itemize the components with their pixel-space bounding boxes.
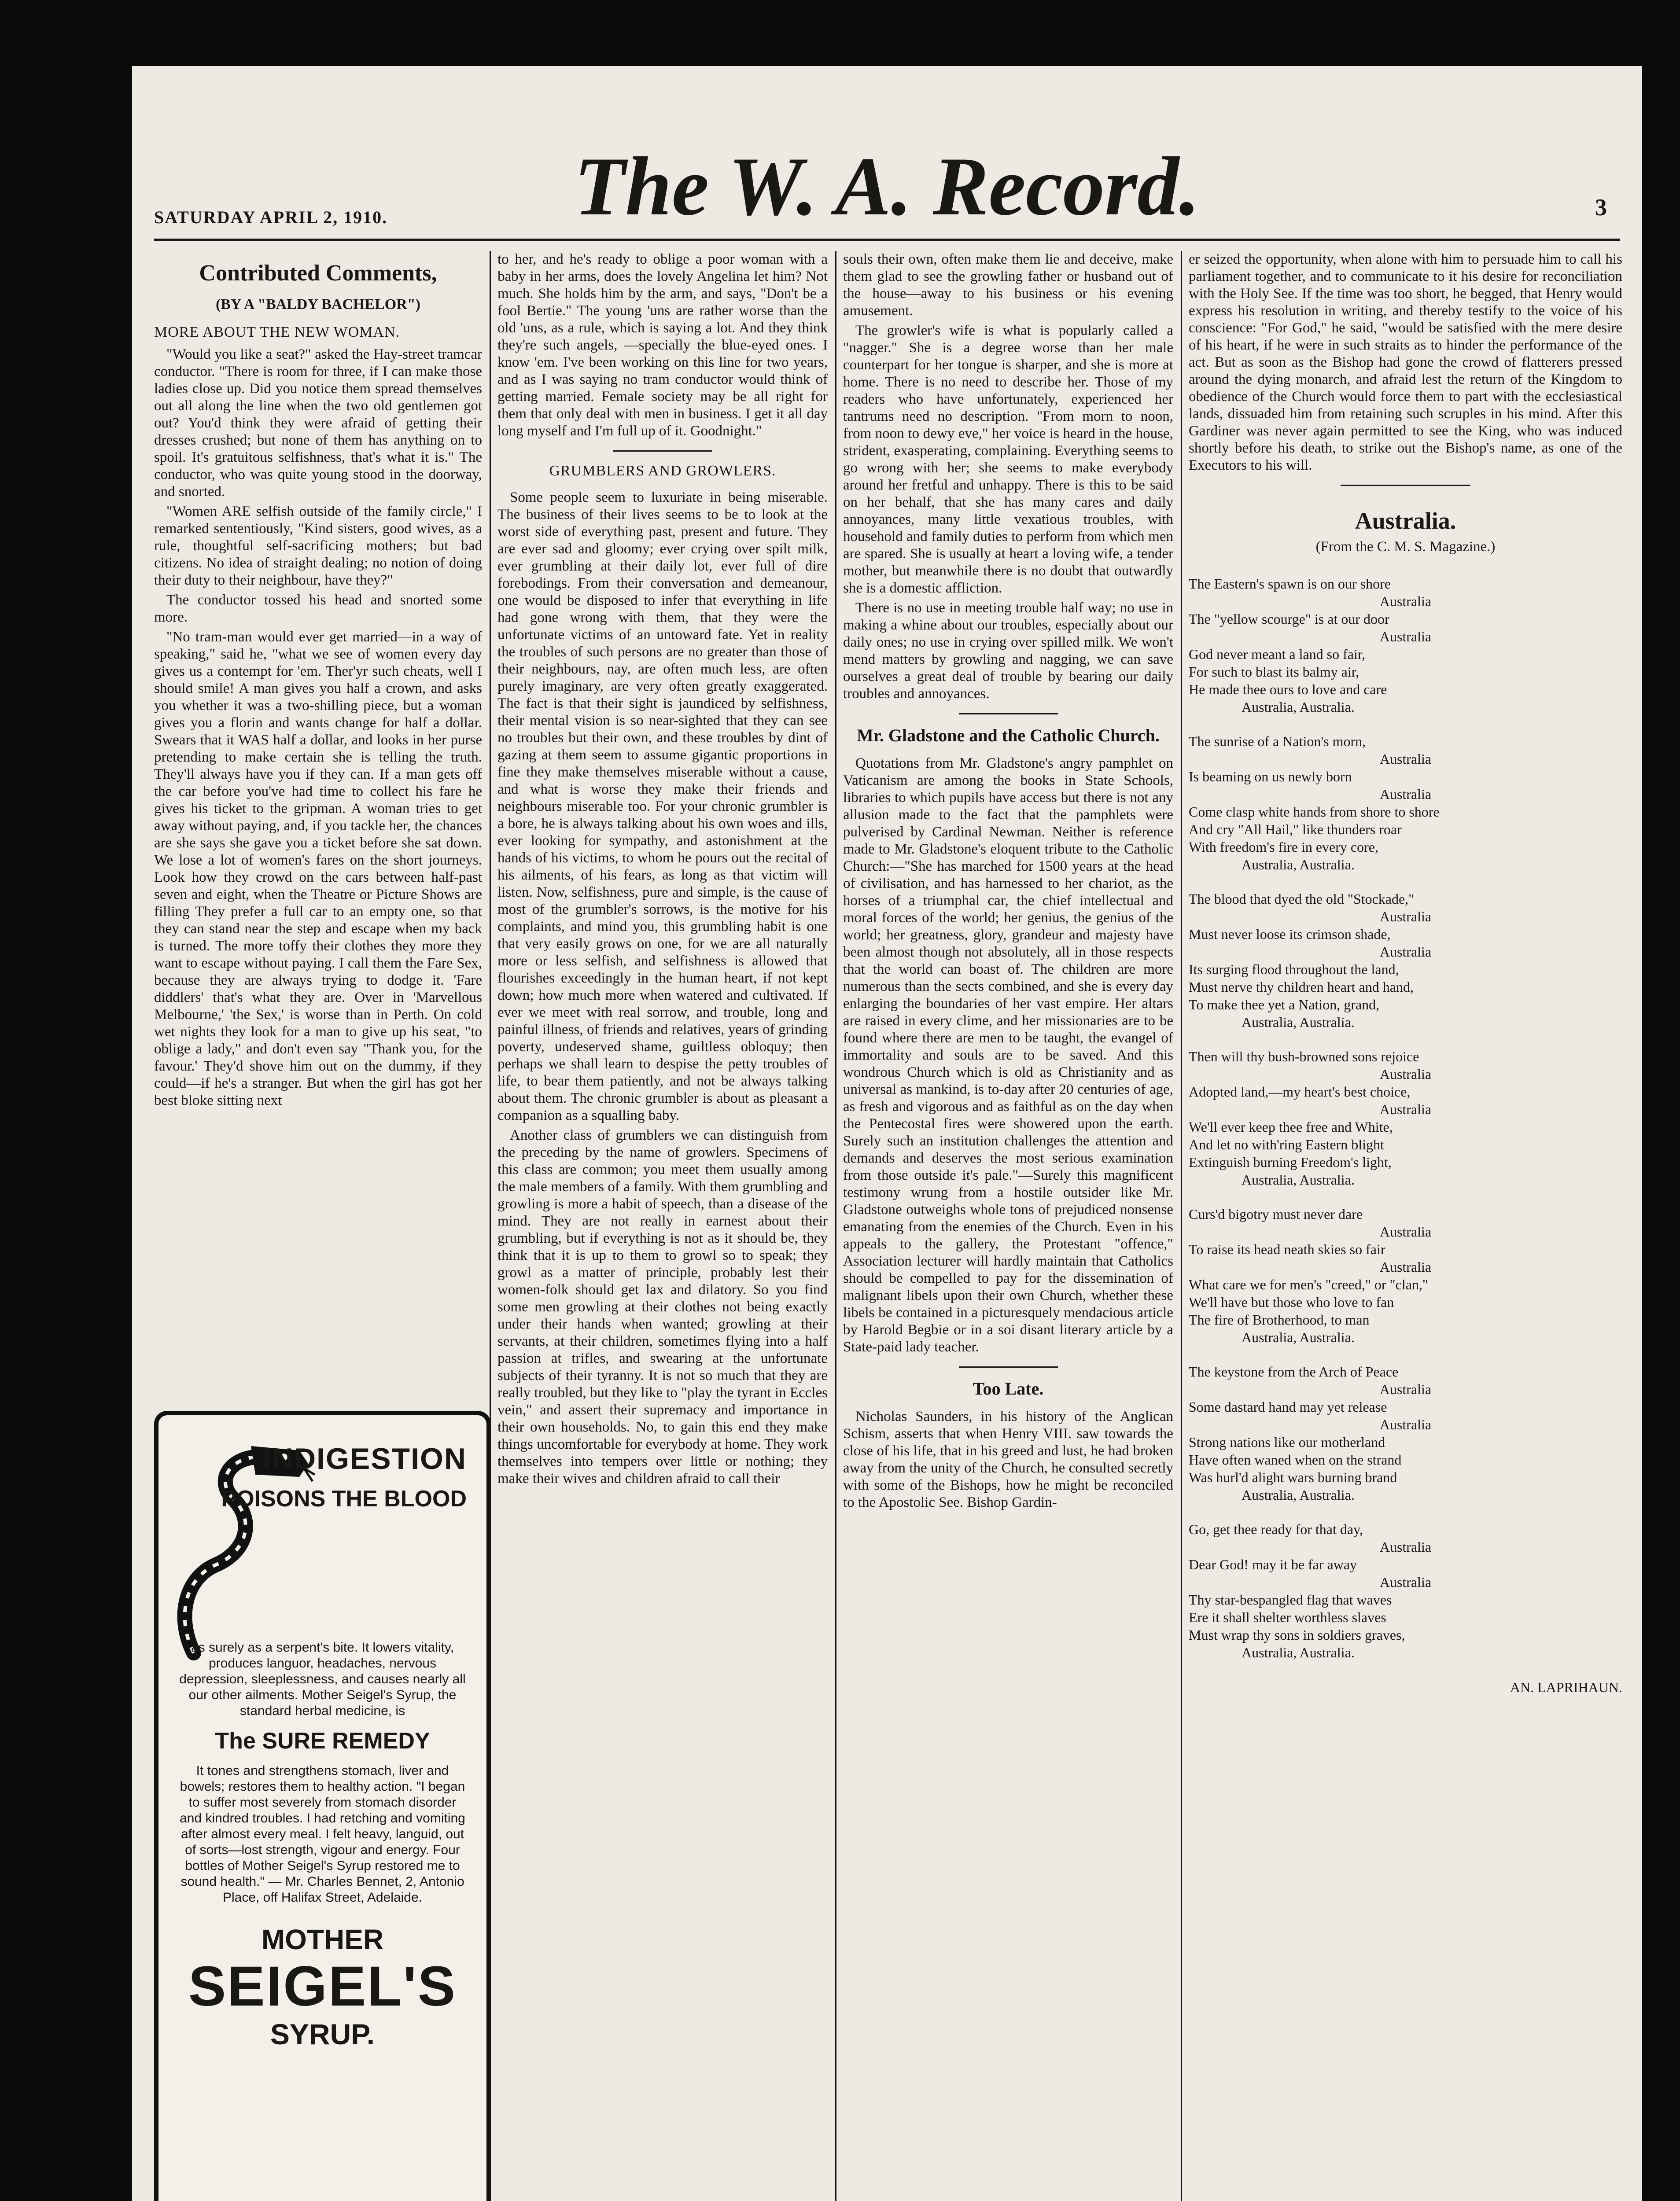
poem-line: God never meant a land so fair, bbox=[1189, 646, 1366, 662]
poem-line: Australia bbox=[1379, 593, 1432, 609]
poem-line: Australia, Australia. bbox=[1242, 1329, 1355, 1345]
ad-title: INDIGESTION bbox=[262, 1442, 467, 1476]
too-late-heading: Too Late. bbox=[973, 1379, 1044, 1399]
poem-line: To raise its head neath skies so fair bbox=[1189, 1241, 1385, 1257]
poem-line: Australia bbox=[1379, 1224, 1432, 1240]
article-paragraph: "Would you like a seat?" asked the Hay-street tramcar conductor. "There is room for three, if I can make those ladies close up. Did you notice them spread themselves out all along the line when the two old gentlemen got out? You'd think they were afraid of getting their dresses crushed; but none of them has anything on to spoil. It's gratuitous selfishness, that's what it is." The conductor, who was quite young stood in the doorway, and snorted. bbox=[154, 346, 482, 500]
article-paragraph: Quotations from Mr. Gladstone's angry pamphlet on Vaticanism are among the books in State Schools, libraries to which pupils have access but there is not any allusion made to the fact that the pamphlets were pulverised by Cardinal Newman. Neither is reference made to Mr. Gladstone's eloquent tribute to the Catholic Church:—"She has marched for 1500 years at the head of civilisation, and has harnessed to her chariot, as the horses of a triumphal car, the chief intellectual and moral forces of the world; her genius, the genius of the world; her greatness, glory, grandeur and majesty have been almost though not absolutely, all in those respects that the world can boast of. The children are more numerous than the sects combined, and she is every day enlarging the boundaries of her vast empire. Her altars are raised in every clime, and her missionaries are to be found where there are men to be taught, the evangel of immortality and souls are to be saved. And this wondrous Church which is old as Christianity and as universal as mankind, is to-day after 20 centuries of age, as fresh and vigorous and as faithful as on the day when the Pentecostal fires were showered upon the earth. Surely such an institution challenges the attention and demands and deserves the most serious examination from those outside it's pale."—Surely this magnificent testimony wrung from a hostile outsider like Mr. Gladstone outweighs whole tons of prejudiced nonsense emanating from the enemies of the Church. Even in his appeals to the gallery, the Protestant "offence," Association lecturer will hardly maintain that Catholics should be compelled to pay for the dissemination of malignant libels upon their own Church, whether these libels be contained in a picturesquely mendacious article by Harold Begbie or in a soi disant literary article by a State-paid lady teacher. bbox=[843, 755, 1173, 1355]
newspaper-page bbox=[132, 66, 1642, 2201]
article-paragraph: "No tram-man would ever get married—in a way of speaking," said he, "what we see of women every day gives us a contempt for 'em. Ther'yr such cheats, well I should smile! A man gives you half a crown, and asks you whether it was a two-shilling piece, but a woman gives you a florin and wants change for half a dollar. Swears that it WAS half a dollar, and looks in her purse pretending to make certain she is telling the truth. They'll always have you if they can. If a man gets off the car before you've had time to collect his fare he gives his ticket to the gripman. A woman tries to get away without paying, and, if you tackle her, the chances are she says she gave you a ticket before she sat down. We lose a lot of women's fares on the short journeys. Look how they crowd on the cars between half-past seven and eight, when the Theatre or Picture Shows are filling They prefer a full car to an empty one, so that they can stand near the step and escape when my back is turned. The more toffy their clothes they more they want to escape without paying. I call them the Fare Sex, because they are always trying to dodge it. 'Fare diddlers' that's what they are. Over in 'Marvellous Melbourne,' 'the Sex,' is worse than in Perth. On cold wet nights they look for a man to give up his seat, "to oblige a lady," and don't even say "Thank you, for the favour.' They'd shove him out on the dummy, if they could—if he's a stranger. But when the girl has got her best bloke sitting next bbox=[154, 629, 482, 1108]
section-subheading: MORE ABOUT THE NEW WOMAN. bbox=[154, 324, 400, 340]
byline: (BY A "BALDY BACHELOR") bbox=[215, 296, 420, 313]
article-paragraph: Another class of grumblers we can distinguish from the preceding by the name of growlers. Specimens of this class are common; you meet them usually among the male members of a family. With them grumbling and growling is more a habit of speech, than a disease of the mind. They are not really in earnest about their grumbling, but if everything is not as it should be, they think that it is up to them to growl so to speak; they growl as a matter of principle, probably lest their women-folk should get lax and dilatory. So you find some men growling at their clothes not being exactly under their hands when wanted; growling at their servants, at their children, sometimes flying into a half passion at trifles, and swearing at the unfortunate subjects of their tyranny. It is not so much that they are really troubled, but they like to "play the tyrant in Eccles vein," and assert their supremacy and importance in their own households. No, to gain this end they make things uncomfortable for everybody at home. They work themselves into tempers over little or nothing; they make their wives and children afraid to call their bbox=[497, 1127, 828, 1487]
column-divider bbox=[1181, 251, 1182, 2201]
article-paragraph: The growler's wife is what is popularly called a "nagger." She is a degree worse than her male counterpart for her tongue is sharper, and she is more at home. There is no need to describe her. Those of my readers who have unfortunately, experienced her tantrums need no description. "From morn to noon, from noon to dewy eve," her voice is heard in the house, strident, exasperating, complaining. Everything seems to go wrong with her; she seems to make everybody around her fretful and unhappy. There is this to be said on her behalf, that she has many cares and daily annoyances, many little vexatious troubles, with household and family duties to perform from which men are spared. She is usually at heart a loving wife, a tender mother, but meanwhile there is no doubt that outwardly she is a domestic affliction. bbox=[843, 323, 1173, 596]
masthead bbox=[132, 66, 1642, 242]
poem-line: Australia, Australia. bbox=[1242, 1172, 1355, 1188]
article-paragraph: to her, and he's ready to oblige a poor woman with a baby in her arms, does the lovely Angelina let him? Not much. She holds him by the arm, and says, "Don't be a fool Bertie." The young 'uns are rather worse than the old 'uns, as a rule, which is saying a lot. And they think they're such angels, —specially the blue-eyed ones. I know 'em. I've been working on this line for two years, and as I was saying no tram conductor would think of getting married. Female society may be all right for them that only deal with men in business. I get it all day long myself and I'm full up of it. Goodnight." bbox=[497, 251, 828, 439]
poem-line: Have often waned when on the strand bbox=[1189, 1452, 1402, 1468]
column-divider bbox=[490, 251, 491, 2201]
divider-short bbox=[613, 450, 712, 452]
poem-line: With freedom's fire in every core, bbox=[1189, 839, 1378, 855]
australia-heading: Australia. bbox=[1355, 508, 1456, 534]
ad-testimonial: It tones and strengthens stomach, liver and bowels; restores them to healthy action. "I began to suffer most severely from stomach disorder and kindred troubles. I had retching and vomiting after almost every meal. I felt heavy, languid, out of sorts—lost strength, vigour and energy. Four bottles of Mother Seigel's Syrup restored me to sound health." — Mr. Charles Bennet, 2, Antonio Place, off Halifax Street, Adelaide. bbox=[180, 1763, 465, 1905]
poem-line: Must wrap thy sons in soldiers graves, bbox=[1189, 1627, 1405, 1643]
poem-line: Australia bbox=[1379, 944, 1432, 960]
poem-line: Is beaming on us newly born bbox=[1189, 769, 1352, 784]
poem-line: The keystone from the Arch of Peace bbox=[1189, 1364, 1399, 1380]
poem-line: For such to blast its balmy air, bbox=[1189, 664, 1359, 680]
ad-brand-seigels: SEIGEL'S bbox=[188, 1955, 457, 2018]
poem-line: We'll have but those who love to fan bbox=[1189, 1294, 1394, 1310]
page-number: 3 bbox=[1595, 194, 1607, 221]
poem-line: Was hurl'd alight wars burning brand bbox=[1189, 1469, 1397, 1485]
australia-poem bbox=[1189, 575, 1622, 1661]
poem-line: We'll ever keep thee free and White, bbox=[1189, 1119, 1393, 1135]
poem-line: Come clasp white hands from shore to shore bbox=[1189, 804, 1440, 820]
divider-short bbox=[959, 1366, 1058, 1368]
poem-line: Adopted land,—my heart's best choice, bbox=[1189, 1084, 1411, 1100]
poem-line: Australia bbox=[1379, 1539, 1432, 1555]
poem-line: Australia, Australia. bbox=[1242, 1014, 1355, 1030]
poem-line: What care we for men's "creed," or "clan," bbox=[1189, 1277, 1428, 1292]
grumblers-heading: GRUMBLERS AND GROWLERS. bbox=[549, 463, 776, 479]
poem-line: Must never loose its crimson shade, bbox=[1189, 926, 1391, 942]
gladstone-heading: Mr. Gladstone and the Catholic Church. bbox=[857, 725, 1160, 745]
column-2 bbox=[497, 251, 828, 2201]
poem-line: Australia bbox=[1379, 629, 1432, 644]
poem-line: Must nerve thy children heart and hand, bbox=[1189, 979, 1414, 995]
poem-line: Australia, Australia. bbox=[1242, 1645, 1355, 1660]
poem-line: Curs'd bigotry must never dare bbox=[1189, 1206, 1363, 1222]
masthead-rule bbox=[154, 239, 1620, 241]
poem-stanza bbox=[1189, 732, 1622, 873]
poem-signature: AN. LAPRIHAUN. bbox=[1510, 1679, 1622, 1695]
column-4 bbox=[1189, 251, 1622, 2201]
poem-line: Australia bbox=[1379, 751, 1432, 767]
poem-line: Australia, Australia. bbox=[1242, 1487, 1355, 1503]
ad-body-text: as surely as a serpent's bite. It lowers vitality, produces languor, headaches, nervous depression, sleeplessness, and causes nearly all our other ailments. Mother Seigel's Syrup, the standard herbal medicine, is bbox=[179, 1640, 466, 1718]
poem-line: And let no with'ring Eastern blight bbox=[1189, 1137, 1384, 1152]
poem-line: Australia bbox=[1379, 786, 1432, 802]
article-paragraph: er seized the opportunity, when alone with him to persuade him to call his parliament together, and to communicate to it his desire for reconciliation with the Holy See. If the time was too short, he begged, that Henry would express his resolution in writing, and thereby testify to the voice of his conscience: "For God," he said, "would be satisfied with the mere desire of his heart, if he were in such straits as to hinder the performance of the act. But as soon as the Bishop had gone the crowd of flatterers pressed around the dying monarch, and afraid lest the return of the Kingdom to obedience of the Church would force them to part with the ecclesiastical lands, dissuaded him from retaining such scruples in his mind. After this Gardiner was never again permitted to see the King, who was induced shortly before his death, to strike out the Bishop's name, as one of the Executors to his will. bbox=[1189, 251, 1622, 473]
column-3 bbox=[843, 251, 1173, 2201]
ad-brand-mother: MOTHER bbox=[261, 1924, 384, 1955]
poem-stanza bbox=[1189, 1205, 1622, 1346]
poem-stanza bbox=[1189, 575, 1622, 716]
poem-line: Then will thy bush-browned sons rejoice bbox=[1189, 1049, 1419, 1064]
newspaper-title: The W. A. Record. bbox=[574, 140, 1200, 233]
poem-line: Ere it shall shelter worthless slaves bbox=[1189, 1609, 1386, 1625]
poem-stanza bbox=[1189, 890, 1622, 1031]
poem-line: Australia bbox=[1379, 1381, 1432, 1397]
poem-line: Australia bbox=[1379, 1259, 1432, 1275]
poem-line: Australia bbox=[1379, 1066, 1432, 1082]
divider-short bbox=[959, 713, 1058, 714]
column-divider bbox=[835, 251, 836, 2201]
ad-brand-syrup: SYRUP. bbox=[270, 2018, 375, 2050]
poem-line: Some dastard hand may yet release bbox=[1189, 1399, 1387, 1415]
poem-line: Thy star-bespangled flag that waves bbox=[1189, 1592, 1392, 1608]
poem-line: The blood that dyed the old "Stockade," bbox=[1189, 891, 1415, 907]
article-paragraph: "Women ARE selfish outside of the family circle," I remarked sententiously, "Kind sisters, good wives, as a rule, thoughtful self-sacrificing mothers; but bad citizens. No idea of straight dealing; no notion of doing their duty to their neighbour, have they?" bbox=[154, 504, 482, 588]
article-paragraph: Nicholas Saunders, in his history of the Anglican Schism, asserts that when Henry VIII. saw towards the close of his life, that in his greed and lust, he had broken away from the unity of the Church, he consulted secretly with some of the Bishops, how he might be reconciled to the Apostolic See. Bishop Gardin- bbox=[843, 1409, 1173, 1510]
poem-source: (From the C. M. S. Magazine.) bbox=[1315, 539, 1496, 555]
ad-sure-remedy: The SURE REMEDY bbox=[215, 1728, 430, 1754]
article-paragraph: There is no use in meeting trouble half way; no use in making a whine about our troubles, especially about our daily ones; no use in crying over spilled milk. We won't mend matters by growling and nagging, we can save ourselves a great deal of trouble by bearing our daily troubles and annoyances. bbox=[843, 600, 1173, 702]
poem-line: Australia, Australia. bbox=[1242, 699, 1355, 715]
article-paragraph: souls their own, often make them lie and deceive, make them glad to see the growling father or husband out of the house—away to his business or his evening amusement. bbox=[843, 251, 1173, 319]
divider-short bbox=[1341, 485, 1471, 486]
poem-line: Australia bbox=[1379, 1101, 1432, 1117]
poem-line: To make thee yet a Nation, grand, bbox=[1189, 997, 1380, 1012]
poem-line: Australia bbox=[1379, 1417, 1432, 1432]
ad-subtitle: POISONS THE BLOOD bbox=[221, 1486, 467, 1512]
poem-line: Australia bbox=[1379, 1574, 1432, 1590]
poem-line: Strong nations like our motherland bbox=[1189, 1434, 1385, 1450]
article-paragraph: Some people seem to luxuriate in being miserable. The business of their lives seems to be to look at the worst side of everything past, present and future. They are ever sad and gloomy; ever crying over spilt milk, ever grumbling at their daily lot, ever full of dire forebodings. From their conversation and demeanour, one would be disposed to infer that everything in life had gone wrong with them, that they were the unfortunate victims of an untoward fate. Yet in reality the troubles of such persons are no greater than those of their neighbours, nay, are often much less, are often purely imaginary, are very often greatly exaggerated. The fact is that their sight is jaundiced by selfishness, their mental vision is so near-sighted that they can see no troubles but their own, and these troubles by dint of gazing at them seem to assume gigantic proportions in fine they make themselves miserable without a cause, and what is worse they make their friends and neighbours miserable too. For your chronic grumbler is a bore, he is always talking about his own woes and ills, ever looking for sympathy, and astonishment at the hands of his victims, to whom he pours out the recital of his ailments, of his fears, as long as that victim will listen. Now, selfishness, pure and simple, is the cause of most of the grumbler's sorrows, is the motive for his complaints, and mind you, this grumbling habit is one that very easily grows on one, for we are all naturally more or less selfish, and selfishness is allowed that flourishes exceedingly in the human heart, if not kept down; how much more when watered and cultivated. If ever we meet with real sorrow, and trouble, long and painful illness, of friends and relatives, years of grinding poverty, undeserved shame, guiltless obloquy; then perhaps we shall learn to despise the petty troubles of life, to bear them patiently, and not be always talking about them. The chronic grumbler is about as pleasant a companion as a squalling baby. bbox=[497, 490, 828, 1123]
poem-line: Australia, Australia. bbox=[1242, 857, 1355, 872]
poem-line: He made thee ours to love and care bbox=[1189, 681, 1387, 697]
poem-line: Dear God! may it be far away bbox=[1189, 1557, 1357, 1572]
poem-line: And cry "All Hail," like thunders roar bbox=[1189, 821, 1402, 837]
issue-date: SATURDAY APRIL 2, 1910. bbox=[154, 207, 388, 227]
contributed-comments-heading: Contributed Comments, bbox=[199, 261, 437, 286]
article-paragraph: The conductor tossed his head and snorted some more. bbox=[154, 592, 482, 625]
poem-line: The Eastern's spawn is on our shore bbox=[1189, 576, 1391, 592]
poem-line: The "yellow scourge" is at our door bbox=[1189, 611, 1389, 627]
poem-line: Extinguish burning Freedom's light, bbox=[1189, 1154, 1392, 1170]
poem-line: Australia bbox=[1379, 909, 1432, 924]
poem-stanza bbox=[1189, 1520, 1622, 1661]
poem-stanza bbox=[1189, 1363, 1622, 1504]
poem-line: Go, get thee ready for that day, bbox=[1189, 1521, 1363, 1537]
poem-line: The fire of Brotherhood, to man bbox=[1189, 1312, 1370, 1328]
poem-line: The sunrise of a Nation's morn, bbox=[1189, 733, 1366, 749]
mother-seigels-advertisement bbox=[154, 1411, 491, 2201]
poem-line: Its surging flood throughout the land, bbox=[1189, 961, 1399, 977]
poem-stanza bbox=[1189, 1048, 1622, 1189]
